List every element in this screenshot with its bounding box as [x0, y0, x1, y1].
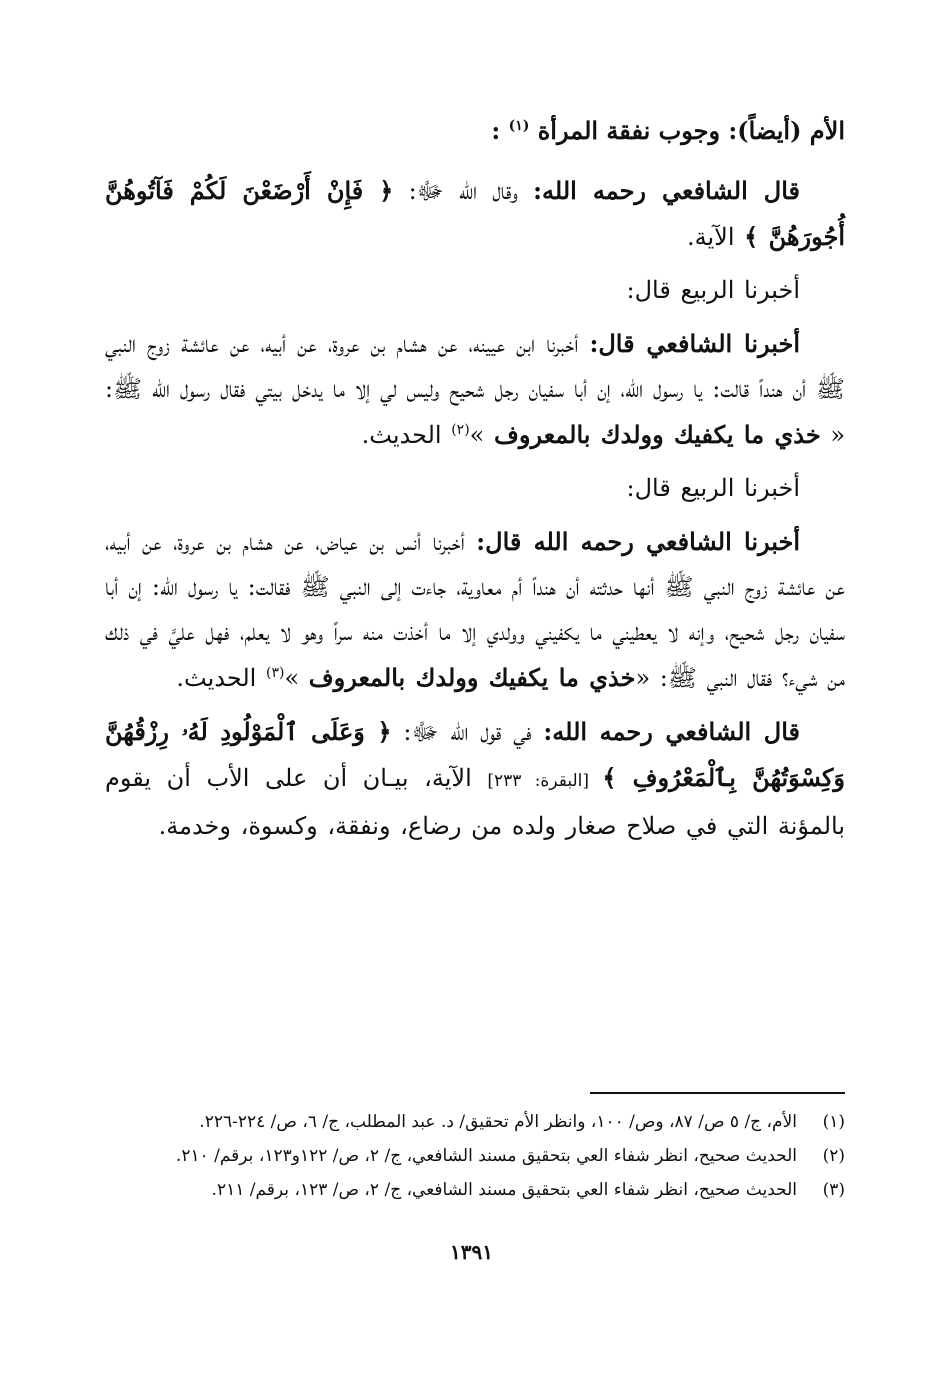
quran-verse: ﴿ فَإِنْ أَرْضَعْنَ لَكُمْ فَآتُوهُنَّ أُجُورَهُنَّ ﴾ — [105, 176, 845, 251]
footnote-text: الأم، ج/ ٥ ص/ ٨٧، وص/ ١٠٠، وانظر الأم تحقيق/ د. عبد المطلب، ج/ ٦، ص/ ٢٢٤-٢٢٦. — [199, 1112, 797, 1132]
paragraph-tail: الآية. — [686, 223, 745, 251]
paragraph-text: أخبرنا أنس بن عياض، عن هشام بن عروة، عن أبيه، عن عائشة زوج النبي ﷺ أنها حدثته أن هنداً أم معاوية، جاءت إلى النبي ﷺ فقالت: يا رسول الله: إن أبا سفيان رجل شحيح، وإنه لا يعطيني ما يكفيني وولدي إلا ما أخذت منه سراً وهو لا يعلم، فهل عليَّ في ذلك من شيء؟ فقال النبي ﷺ: « — [105, 528, 845, 692]
footnote-marker-1: (١) — [508, 118, 530, 134]
page-number: ١٣٩١ — [450, 1240, 493, 1264]
speaker-label: قال الشافعي رحمه الله: — [533, 176, 800, 205]
speaker-label: أخبرنا الشافعي قال: — [589, 329, 801, 358]
speaker-label: قال الشافعي رحمه الله: — [543, 717, 800, 746]
paragraph-hadith-1 — [105, 321, 845, 458]
paragraph-hadith-2 — [105, 519, 845, 701]
heading-text: الأم (أيضاً): وجوب نفقة المرأة — [537, 116, 845, 145]
hadith-quote: خذي ما يكفيك وولدك بالمعروف — [493, 420, 821, 449]
paragraph-text: أخبرنا ابن عيينه، عن هشام بن عروة، عن أبيه، عن عائشة زوج النبي ﷺ أن هنداً قالت: يا رسول الله، إن أبا سفيان رجل شحيح وليس لي إلا ما يدخل بيتي فقال رسول الله ﷺ: « — [105, 330, 845, 449]
quran-reference: [البقرة: ٢٣٣] — [487, 771, 603, 791]
footnote-item — [105, 1139, 845, 1173]
paragraph-narrator-1 — [105, 268, 845, 313]
paragraph-tail: الحديث. — [176, 664, 266, 692]
paragraph-shafii-quran-2 — [105, 709, 845, 849]
footnote-number: (٢) — [822, 1146, 845, 1166]
quote-close: » — [284, 664, 309, 692]
paragraph-text: في قول الله ﷻ: — [391, 718, 544, 746]
footnote-divider — [590, 1092, 845, 1094]
narrator-line: أخبرنا الربيع قال: — [626, 276, 800, 304]
footnote-item — [105, 1105, 845, 1139]
footnote-marker-2: (٢) — [451, 422, 470, 438]
footnote-marker-3: (٣) — [265, 665, 285, 681]
footnotes — [105, 1105, 845, 1207]
narrator-line: أخبرنا الربيع قال: — [626, 474, 800, 502]
hadith-quote: خذي ما يكفيك وولدك بالمعروف — [308, 663, 636, 692]
quran-verse: ﴿ وَعَلَى ٱلْمَوْلُودِ لَهُۥ رِزْقُهُنَّ وَكِسْوَتُهُنَّ بِٱلْمَعْرُوفِ ﴾ — [105, 717, 846, 792]
heading-tail: : — [491, 116, 501, 145]
body-text — [105, 168, 845, 849]
footnote-number: (١) — [822, 1112, 845, 1132]
paragraph-tail: الآية، بيـان أن على الأب أن يقوم بالمؤنة التي في صلاح صغار ولده من رضاع، ونفقة، وكسوة، وخدمة. — [105, 764, 845, 840]
quote-close: » — [469, 421, 494, 449]
paragraph-tail: الحديث. — [361, 421, 452, 449]
footnote-text: الحديث صحيح، انظر شفاء العي بتحقيق مسند الشافعي، ج/ ٢، ص/ ١٢٣، برقم/ ٢١١. — [211, 1180, 797, 1200]
paragraph-text: وقال الله ﷻ: — [393, 177, 534, 205]
section-heading — [105, 108, 845, 153]
speaker-label: أخبرنا الشافعي رحمه الله قال: — [476, 527, 800, 556]
footnote-text: الحديث صحيح، انظر شفاء العي بتحقيق مسند الشافعي، ج/ ٢، ص/ ١٢٢و١٢٣، برقم/ ٢١٠. — [175, 1146, 797, 1166]
footnote-number: (٣) — [822, 1180, 845, 1200]
footnote-item — [105, 1173, 845, 1207]
paragraph-narrator-2 — [105, 466, 845, 511]
paragraph-shafii-quran-1 — [105, 168, 845, 260]
